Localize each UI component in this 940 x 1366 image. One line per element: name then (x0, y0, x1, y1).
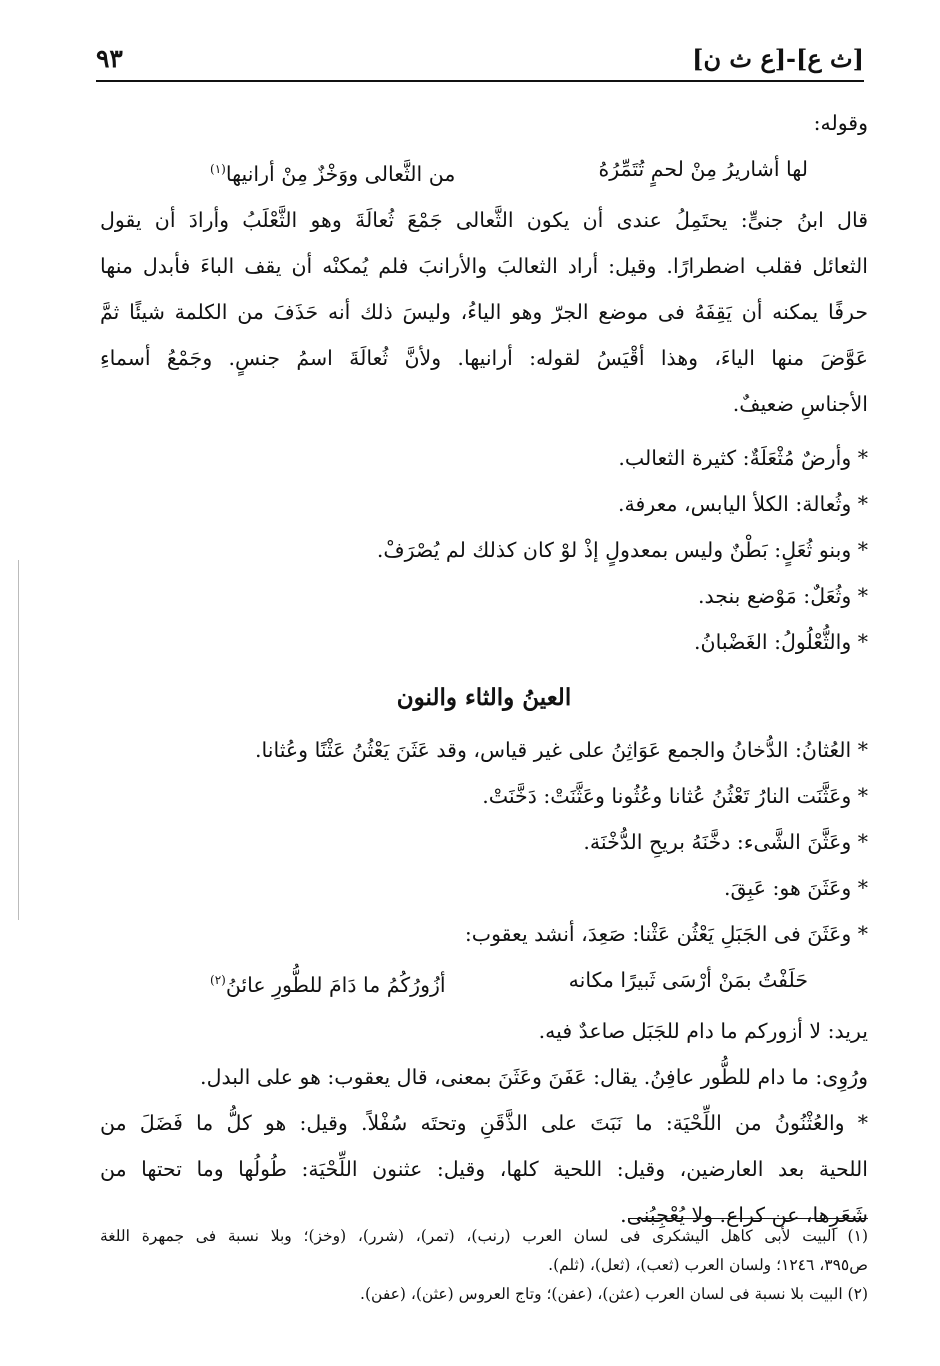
intro-line: وقوله: (813, 111, 868, 135)
dictionary-entry: * وثُعالة: الكلأ اليابس، معرفة. (617, 491, 868, 516)
verse-1-first-hemistich: لها أشاريرُ مِنْ لحمٍ تُتَمِّرُهُ (598, 157, 808, 181)
main-text (100, 100, 868, 1238)
dictionary-entry: * وثُعَلٌ: مَوْضع بنجد. (697, 583, 868, 608)
footnote-2: (٢) البيت بلا نسبة فى لسان العرب (عثن)، (عفن)؛ وتاج العروس (عثن)، (عفن). (360, 1285, 868, 1303)
running-title: [ث ع]-[ع ث ن] (692, 44, 864, 73)
verse-2-second-hemistich: أزُورُكُمُ ما دَامَ للطُّورِ عائنُ (225, 972, 446, 997)
dictionary-entry: * وعَثَنَ فى الجَبَلِ يَعْثُن عَثْنا: صَعِدَ، أنشد يعقوب: (464, 921, 868, 946)
verse-2-first-hemistich: حَلَفْتُ بمَنْ أرْسَى ثَبيرًا مكانه (568, 967, 808, 992)
section-heading: العينُ والثاء والنون (396, 683, 572, 711)
footnote-1-line-1: (١) البيت لأبى كاهل اليشكرى فى لسان العرب (رنب)، (تمر)، (شرر)، (وخز)؛ وبلا نسبة فى جمهرة اللغة (100, 1227, 868, 1245)
footnote-rule (628, 1218, 868, 1219)
paragraph-line: شَعَرِها، عن كراع. ولا يُعْجِبُنى. (620, 1202, 868, 1227)
paragraph-line: يريد: لا أزوركم ما دام للجَبَل صاعدٌ فيه. (538, 1018, 868, 1043)
dictionary-entry: * وأرضٌ مُثْعَلَةٌ: كثيرة الثعالب. (618, 445, 868, 470)
footnotes (100, 1218, 868, 1309)
dictionary-entry: * وعَثَّنَت النارُ تَعْثُنُ عُثانا وعُثُونا وعَثَّنَتْ: دَخَّنَتْ. (482, 783, 868, 808)
verse-2-second-hemistich-wrap (210, 957, 446, 1008)
verse-2 (100, 957, 868, 1008)
paragraph-line: قال ابنُ جنىٍّ: يحتَمِلُ عندى أن يكون الثَّعالى جَمْعَ ثُعالَةَ وهو الثَّعْلَبُ وأرادَ أن يقول (100, 207, 868, 232)
page-header (96, 40, 864, 80)
paragraph-line: اللحية بعد العارضين، وقيل: اللحية كلها، وقيل: عثنون اللِّحْيَة: طُولُها وما تحتها من (100, 1156, 868, 1181)
verse-1-second-hemistich-wrap (210, 146, 455, 197)
header-rule (96, 80, 864, 82)
verse-1-second-hemistich: من الثَّعالى ووَخْزٌ مِنْ أرانيها (225, 161, 456, 186)
verse-1 (100, 146, 868, 197)
dictionary-entry: * والثُّعْلُولُ: الغَضْبانُ. (694, 629, 868, 654)
paragraph-line: الثعائل فقلب اضطرارًا. وقيل: أراد الثعالبَ والأرانبَ فلم يُمكنْه أن يقف الباءَ فأبدل منها (100, 253, 868, 278)
dictionary-entry: * وعَثَنَ هو: عَبِقَ. (723, 875, 868, 900)
footnote-ref-2: (٢) (210, 972, 226, 987)
footnote-ref-1: (١) (210, 162, 226, 176)
paragraph-line: حرفًا يمكنه أن يَقِفَهُ فى موضع الجرّ وهو الياءُ، وليسَ ذلك أنه حَذَفَ من الكلمة شيئًا ثمَّ (100, 299, 868, 324)
page-number: ٩٣ (96, 44, 123, 73)
paragraph-line: الأجناسِ ضعيفٌ. (732, 391, 868, 416)
dictionary-entry: * العُثانُ: الدُّخانُ والجمع عَوَاثِنُ على غير قياس، وقد عَثَنَ يَعْثُنُ عَثْنًا وعُثانا. (255, 737, 868, 762)
paragraph-line: ورُوِى: ما دام للطُّور عافِنُ. يقال: عَفَنَ وعَثَنَ بمعنى، قال يعقوب: هو على البدل. (200, 1064, 868, 1089)
footnote-1-line-2: ص٣٩٥، ١٢٤٦؛ ولسان العرب (ثعب)، (ثعل)، (ثلم). (548, 1256, 868, 1274)
margin-line (18, 560, 19, 920)
paragraph-line: * والعُثْنُونُ من اللِّحْيَة: ما نَبَتَ على الذَّقَنِ وتحتَه سُفْلاً. وقيل: هو كلُّ ما فَضَلَ من (100, 1110, 868, 1135)
dictionary-entry: * وبنو ثُعَلٍ: بَطْنٌ وليس بمعدولٍ إذْ لوْ كان كذلك لم يُصْرَفْ. (376, 537, 868, 562)
paragraph-line: عَوَّضَ منها الياءَ، وهذا أقْيَسُ لقوله: أرانيها. ولأنَّ ثُعالَةَ اسمُ جنسٍ. وجَمْعُ أسماءِ (100, 345, 868, 370)
dictionary-entry: * وعَثَّنَ الشَّىء: دخَّنَهُ بريحِ الدُّخْنَة. (583, 829, 868, 854)
